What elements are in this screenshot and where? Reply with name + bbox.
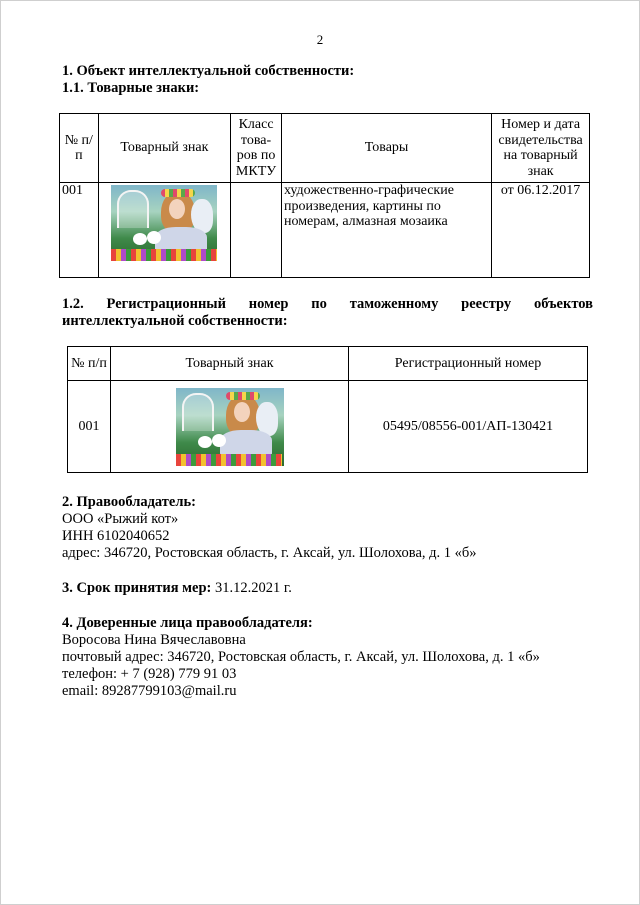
header-mark: Товарный знак [98,114,230,183]
row-mark-cell [111,381,349,473]
trademark-image [111,185,217,261]
table-row [68,381,588,473]
header-reg: Регистрационный номер [349,347,588,381]
header-num: № п/п [68,347,111,381]
header-class: Класс това-ров по МКТУ [231,114,282,183]
section2-title: 2. Правообладатель: [62,494,196,510]
trustee-phone: телефон: + 7 (928) 779 91 03 [62,666,237,682]
header-goods: Товары [281,114,491,183]
section4-title: 4. Доверенные лица правообладателя: [62,615,313,631]
row-cert: от 06.12.2017 [492,183,590,278]
header-mark: Товарный знак [111,347,349,381]
section3-label: 3. Срок принятия мер: [62,580,212,596]
table-header-row [60,114,590,183]
section11-title: 1.1. Товарные знаки: [62,80,200,96]
table-header-row [68,347,588,381]
section1-title: 1. Объект интеллектуальной собственности: [62,63,355,79]
row-class [231,183,282,278]
trademark-image [176,388,284,466]
company-inn: ИНН 6102040652 [62,528,170,544]
trademarks-table [59,113,590,278]
header-num: № п/п [60,114,99,183]
header-cert: Номер и дата свидетельства на товарный знак [492,114,590,183]
trustee-name: Воросова Нина Вячеславовна [62,632,246,648]
trustee-email: email: 89287799103@mail.ru [62,683,237,699]
section3-value: 31.12.2021 г. [211,580,292,596]
page-number: 2 [316,32,324,47]
row-goods: художественно-графические произведения, картины по номерам, алмазная мозаика [281,183,491,278]
row-num: 001 [60,183,99,278]
section12-title-line2: интеллектуальной собственности: [62,313,288,329]
trustee-postal: почтовый адрес: 346720, Ростовская область, г. Аксай, ул. Шолохова, д. 1 «б» [62,649,540,665]
registration-table [67,346,588,473]
company-name: ООО «Рыжий кот» [62,511,179,527]
table-row [60,183,590,278]
section12-title-line1: 1.2. Регистрационный номер по таможенному реестру объектов [62,296,593,312]
row-mark-cell [98,183,230,278]
section3-line [62,580,292,598]
company-address: адрес: 346720, Ростовская область, г. Аксай, ул. Шолохова, д. 1 «б» [62,545,477,561]
row-num: 001 [68,381,111,473]
row-reg: 05495/08556-001/АП-130421 [349,381,588,473]
